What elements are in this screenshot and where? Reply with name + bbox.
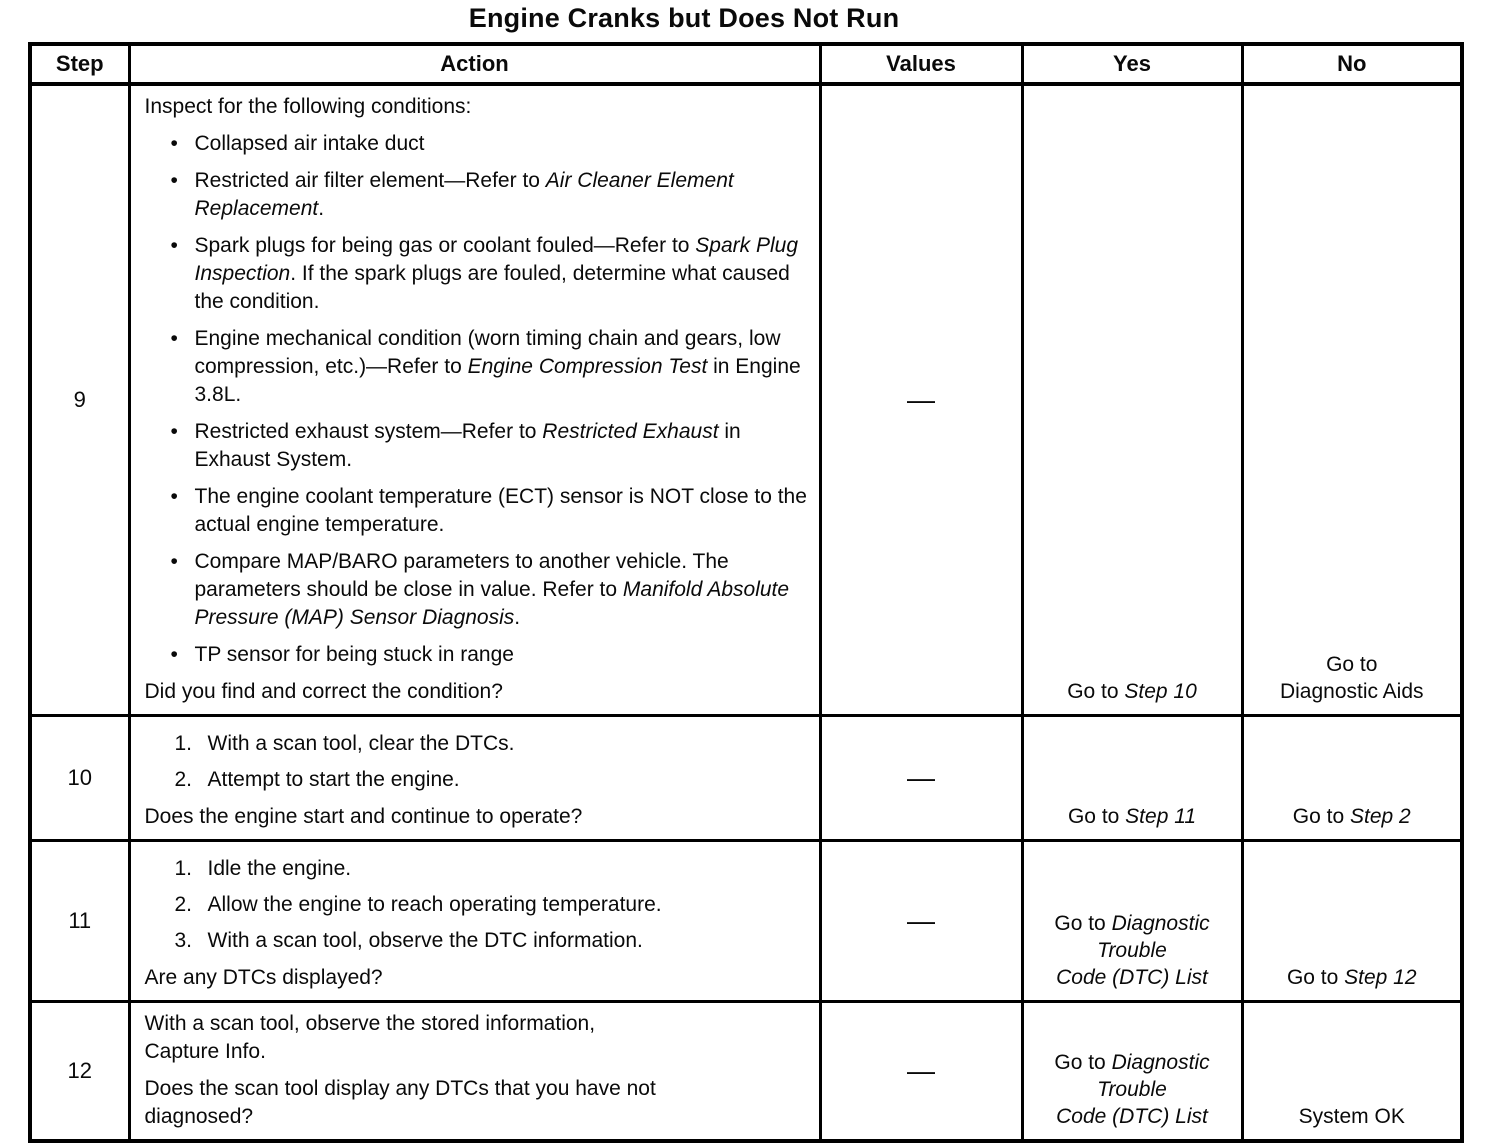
bullet-text: The engine coolant temperature (ECT) sensor is NOT close to the actual engine temperature. [194,485,807,536]
numbered-item [175,891,809,919]
table-row-step-10 [30,716,1462,841]
bullet-icon: • [170,485,178,508]
col-header-yes: Yes [1022,44,1242,84]
bullet-text: TP sensor for being stuck in range [194,643,514,666]
item-number: 2. [174,768,193,791]
page-title: Engine Cranks but Does Not Run [468,3,900,33]
table-row-step-11 [30,841,1462,1002]
bullet-item [171,483,809,539]
item-text: Attempt to start the engine. [207,768,460,791]
row-10-action-cell [129,716,820,841]
diagnostic-table [28,42,1464,1143]
bullet-icon: • [170,132,178,155]
action-question: Does the scan tool display any DTCs that you have not diagnosed? [144,1077,656,1128]
bullet-item [171,325,809,409]
bullet-item [171,130,809,158]
bullet-icon: • [170,234,178,257]
row-12-values: — [820,1002,1022,1142]
bullet-text: Collapsed air intake duct [194,132,425,155]
action-question: Does the engine start and continue to operate? [144,805,583,828]
item-text: Allow the engine to reach operating temperature. [207,893,662,916]
numbered-item [175,730,809,758]
bullet-item [171,548,809,632]
row-9-yes-cell: Go to Step 10 [1022,84,1242,716]
bullet-text: Restricted exhaust system—Refer to Restricted Exhaust in Exhaust System. [194,420,741,471]
action-intro: Inspect for the following conditions: [144,95,472,118]
bullet-item [171,418,809,474]
row-11-yes-cell: Go to Diagnostic Trouble Code (DTC) List [1022,841,1242,1002]
row-11-no-cell: Go to Step 12 [1242,841,1462,1002]
numbered-item [175,855,809,883]
col-header-action: Action [129,44,820,84]
row-10-step-number: 10 [30,716,129,841]
row-12-step-number: 12 [30,1002,129,1142]
row-10-no-cell: Go to Step 2 [1242,716,1462,841]
numbered-item [175,766,809,794]
numbered-item [175,927,809,955]
item-number: 1. [174,857,193,880]
bullet-icon: • [170,169,178,192]
row-12-no-cell: System OK [1242,1002,1462,1142]
bullet-item [171,232,809,316]
bullet-icon: • [170,643,178,666]
bullet-icon: • [170,550,178,573]
row-12-yes-cell: Go to Diagnostic Trouble Code (DTC) List [1022,1002,1242,1142]
header-row [30,44,1462,84]
bullet-icon: • [170,327,178,350]
row-11-values: — [820,841,1022,1002]
action-question: Are any DTCs displayed? [144,966,383,989]
action-question: Did you find and correct the condition? [144,680,503,703]
col-header-step: Step [30,44,129,84]
table-row-step-12 [30,1002,1462,1142]
row-10-yes-cell: Go to Step 11 [1022,716,1242,841]
bullet-item [171,641,809,669]
item-text: With a scan tool, observe the DTC information. [207,929,643,952]
item-number: 3. [174,929,193,952]
row-9-action-cell [129,84,820,716]
bullet-text: Compare MAP/BARO parameters to another vehicle. The parameters should be close in value. Refer to Manifold Absolute Pressure (MAP) Sensor Diagnosis. [194,550,790,629]
item-text: Idle the engine. [207,857,352,880]
col-header-values: Values [820,44,1022,84]
row-10-values: — [820,716,1022,841]
bullet-text: Restricted air filter element—Refer to Air Cleaner Element Replacement. [194,169,734,220]
row-11-step-number: 11 [30,841,129,1002]
row-12-action-cell [129,1002,820,1142]
col-header-no: No [1242,44,1462,84]
row-11-action-cell [129,841,820,1002]
row-9-no-cell: Go to Diagnostic Aids [1242,84,1462,716]
bullet-icon: • [170,420,178,443]
item-text: With a scan tool, clear the DTCs. [207,732,515,755]
bullet-text: Engine mechanical condition (worn timing chain and gears, low compression, etc.)—Refer to Engine Compression Test in Engine 3.8L. [194,327,801,406]
bullet-item [171,167,809,223]
row-9-step-number: 9 [30,84,129,716]
table-row-step-9 [30,84,1462,716]
action-intro: With a scan tool, observe the stored information, Capture Info. [144,1012,596,1063]
row-9-values: — [820,84,1022,716]
bullet-text: Spark plugs for being gas or coolant fouled—Refer to Spark Plug Inspection. If the spark plugs are fouled, determine what caused the condition. [194,234,799,313]
item-number: 2. [174,893,193,916]
item-number: 1. [174,732,193,755]
